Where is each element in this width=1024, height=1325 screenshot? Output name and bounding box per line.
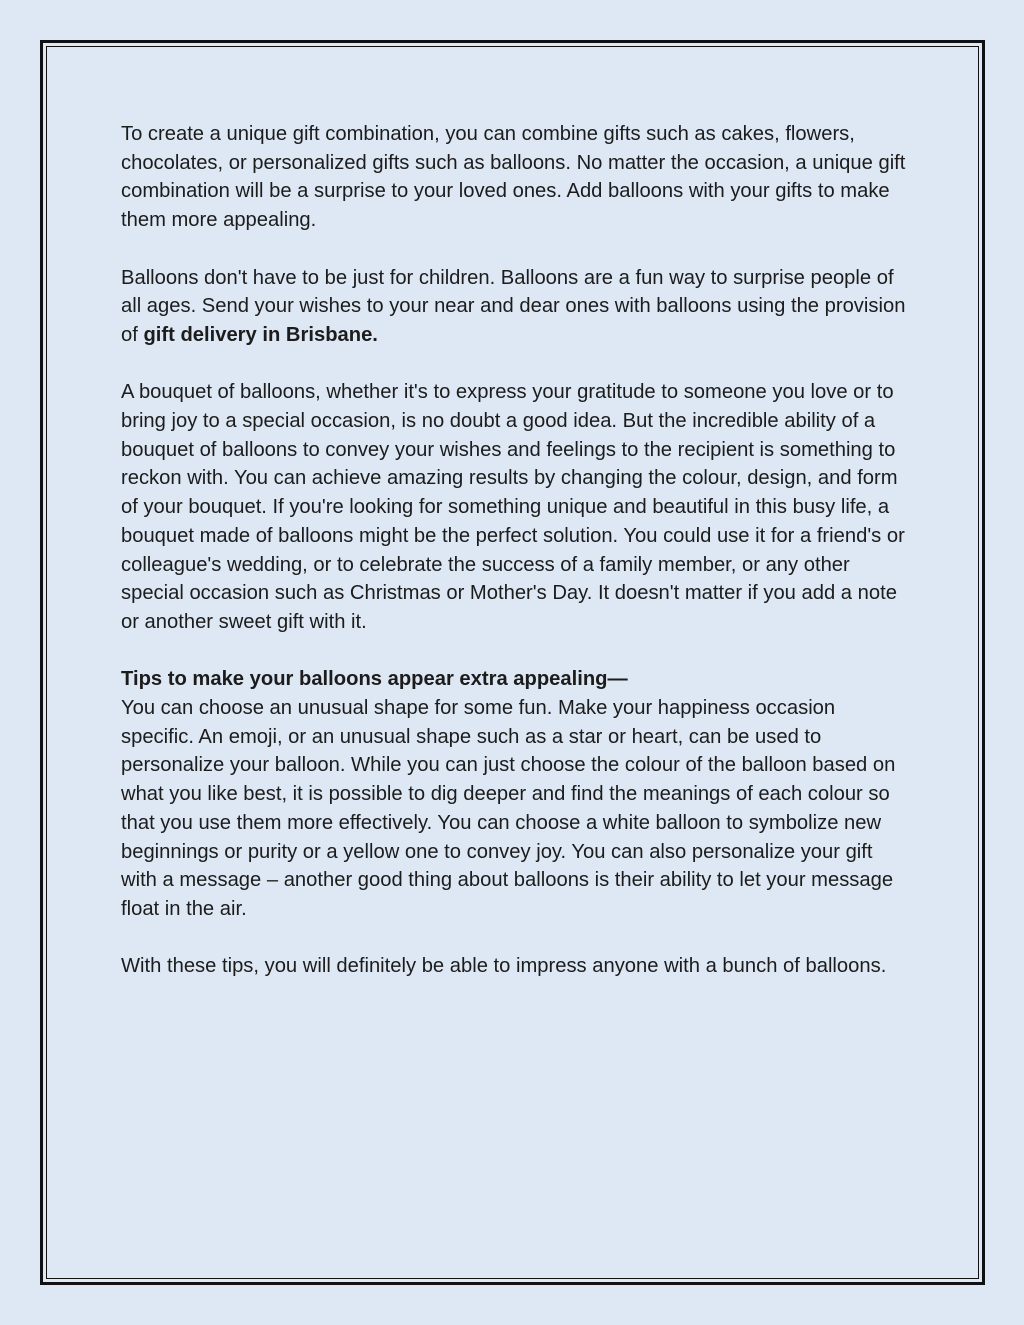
paragraph-balloon-bouquet: A bouquet of balloons, whether it's to express your gratitude to someone you love or to bring joy to a special occasion, is no doubt a good idea. But the incredible ability of a bouquet of balloons to convey your wishes and feelings to the recipient is something to reckon with. You can achieve amazing results by changing the colour, design, and form of your bouquet. If you're looking for something unique and beautiful in this busy life, a bouquet made of balloons might be the perfect solution. You could use it for a friend's or colleague's wedding, or to celebrate the success of a family member, or any other special occasion such as Christmas or Mother's Day. It doesn't matter if you add a note or another sweet gift with it.	[121, 381, 905, 633]
paragraph-balloons-text: Balloons don't have to be just for children. Balloons are a fun way to surprise people of all ages. Send your wishes to your near and dear ones with balloons using the provision of	[121, 266, 906, 346]
tips-heading	[121, 665, 911, 694]
tips-heading-text: Tips to make your balloons appear extra appealing—	[121, 668, 628, 691]
document-body	[121, 120, 911, 1010]
paragraph-closing: With these tips, you will definitely be able to impress anyone with a bunch of balloons.	[121, 955, 887, 978]
gift-delivery-brisbane-highlight: gift delivery in Brisbane.	[143, 323, 378, 346]
paragraph-tips: You can choose an unusual shape for some fun. Make your happiness occasion specific. An emoji, or an unusual shape such as a star or heart, can be used to personalize your balloon. While you can just choose the colour of the balloon based on what you like best, it is possible to dig deeper and find the meanings of each colour so that you use them more effectively. You can choose a white balloon to symbolize new beginnings or purity or a yellow one to convey joy. You can also personalize your gift with a message – another good thing about balloons is their ability to let your message float in the air.	[121, 697, 896, 920]
paragraph-balloons-for-all	[121, 264, 911, 350]
paragraph-gift-combination: To create a unique gift combination, you can combine gifts such as cakes, flowers, chocolates, or personalized gifts such as balloons. No matter the occasion, a unique gift combination will be a surprise to your loved ones. Add balloons with your gifts to make them more appealing.	[121, 123, 906, 232]
